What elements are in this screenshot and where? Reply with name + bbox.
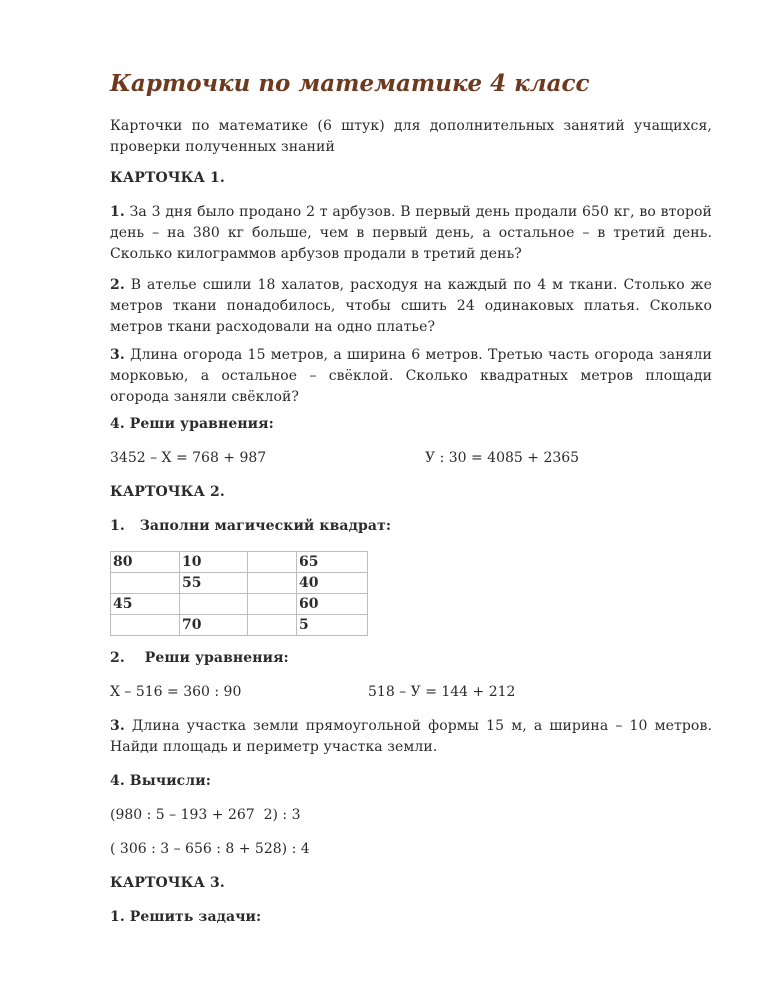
table-row	[111, 573, 368, 594]
task-text: Длина огорода 15 метров, а ширина 6 метров. Третью часть огорода заняли морковью, а остальное – свёклой. Сколько квадратных метров площади огорода заняли свёклой?	[110, 347, 712, 405]
card2-task4-heading: 4. Вычисли:	[110, 773, 212, 789]
magic-square-cell	[180, 594, 248, 615]
magic-square-cell	[248, 615, 297, 636]
magic-square-cell: 80	[111, 552, 180, 573]
task-text: В ателье сшили 18 халатов, расходуя на каждый по 4 м ткани. Столько же метров ткани понадобилось, чтобы сшить 24 одинаковых платья. Сколько метров ткани расходовали на одно платье?	[110, 277, 712, 335]
magic-square-cell: 60	[297, 594, 368, 615]
table-row	[111, 552, 368, 573]
task-text: За 3 дня было продано 2 т арбузов. В первый день продали 650 кг, во второй день – на 380 кг больше, чем в первый день, а остальное – в третий день. Сколько килограммов арбузов продали в третий день?	[110, 204, 712, 262]
intro-paragraph: Карточки по математике (6 штук) для дополнительных занятий учащихся, проверки полученных знаний	[110, 118, 712, 155]
card2-task3	[110, 716, 712, 758]
task-number: 2.	[110, 277, 125, 293]
magic-square-cell: 5	[297, 615, 368, 636]
magic-square-cell: 45	[111, 594, 180, 615]
card2-equation-left: Х – 516 = 360 : 90	[110, 684, 242, 700]
card2-equation-right: 518 – У = 144 + 212	[368, 684, 516, 700]
card1-equation-right: У : 30 = 4085 + 2365	[425, 450, 580, 466]
card1-task1	[110, 202, 712, 265]
task-number: 1.	[110, 204, 125, 220]
task-number: 3.	[110, 347, 125, 363]
task-number: 3.	[110, 718, 125, 734]
magic-square-cell	[248, 573, 297, 594]
task-text: Длина участка земли прямоугольной формы 15 м, а ширина – 10 метров. Найди площадь и периметр участка земли.	[110, 718, 712, 755]
magic-square-cell: 40	[297, 573, 368, 594]
magic-square-cell	[111, 615, 180, 636]
table-row	[111, 594, 368, 615]
card1-equation-left: 3452 – Х = 768 + 987	[110, 450, 267, 466]
magic-square-cell	[111, 573, 180, 594]
card1-task3	[110, 345, 712, 408]
magic-square-cell: 70	[180, 615, 248, 636]
magic-square-cell	[248, 552, 297, 573]
card3-heading: КАРТОЧКА 3.	[110, 875, 225, 891]
magic-square-table	[110, 551, 368, 636]
card2-heading: КАРТОЧКА 2.	[110, 484, 225, 500]
card2-expression-2: ( 306 : 3 – 656 : 8 + 528) : 4	[110, 841, 310, 857]
card2-expression-1: (980 : 5 – 193 + 267 2) : 3	[110, 807, 301, 823]
card2-task1-heading: 1. Заполни магический квадрат:	[110, 518, 392, 534]
card1-heading: КАРТОЧКА 1.	[110, 170, 225, 186]
table-row	[111, 615, 368, 636]
magic-square-cell: 10	[180, 552, 248, 573]
card1-task4-heading: 4. Реши уравнения:	[110, 416, 274, 432]
card2-task2-heading: 2. Реши уравнения:	[110, 650, 289, 666]
magic-square-cell: 65	[297, 552, 368, 573]
card3-task1-heading: 1. Решить задачи:	[110, 909, 262, 925]
magic-square-cell	[248, 594, 297, 615]
magic-square-cell: 55	[180, 573, 248, 594]
card1-task2	[110, 275, 712, 338]
page-title: Карточки по математике 4 класс	[110, 70, 590, 97]
